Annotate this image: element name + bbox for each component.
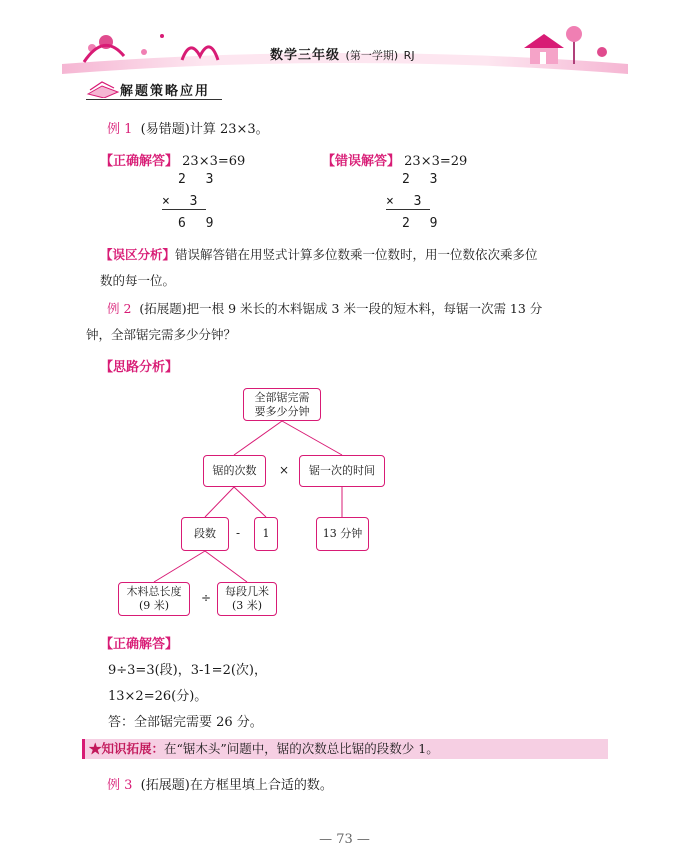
divide-symbol: ÷ [201, 591, 212, 605]
example2-question-1: 把一根 9 米长的木料锯成 3 米一段的短木料，每锯一次需 13 分 [186, 301, 543, 316]
wrong-row-1: 2 3 [402, 172, 444, 187]
knowledge-tip [82, 739, 608, 759]
times-symbol: × [279, 463, 290, 477]
section-tag: 解题策略应用 [120, 84, 211, 99]
answer-step-1: 9÷3=3(段)，3-1=2(次)， [108, 663, 267, 678]
node-each-length [217, 582, 277, 616]
wrong-row-2: × 3 [386, 194, 430, 210]
example1-tag: (易错题) [140, 122, 190, 137]
example3-tag: (拓展题) [140, 778, 190, 793]
node-total-length-text: 木料总长度 [126, 585, 182, 598]
edition-label: RJ [403, 49, 415, 62]
node-total-length-value: (9 米) [138, 599, 170, 612]
example3-question: 在方框里填上合适的数。 [189, 778, 333, 793]
node-one-text: 1 [262, 527, 270, 540]
correct-equation: 23×3=69 [182, 154, 246, 169]
wrong-label: 【错误解答】 [322, 154, 401, 169]
example2-paragraph [86, 296, 612, 348]
node-total-time-text: 全部锯完需要多少分钟 [254, 390, 310, 418]
example1-question: 计算 23×3。 [189, 122, 269, 137]
example3-label: 例 3 [107, 778, 133, 793]
tip-text: 在“锯木头”问题中，锯的次数总比锯的段数少 1。 [164, 741, 439, 756]
example1-label: 例 1 [107, 122, 133, 137]
node-cut-count-text: 锯的次数 [212, 464, 257, 477]
node-thirteen-minutes [316, 517, 369, 551]
page-number: — 73 — [319, 832, 370, 847]
tip-lead: ★知识拓展： [89, 741, 165, 756]
correct-row-3: 6 9 [178, 216, 220, 231]
analysis-paragraph [100, 242, 620, 294]
wrong-equation: 23×3=29 [404, 154, 468, 169]
node-each-length-text: 每段几米 [225, 585, 269, 598]
correct-answer-line [100, 150, 245, 169]
correct-row-2: × 3 [162, 194, 206, 210]
thinking-label: 【思路分析】 [100, 360, 179, 375]
example3-line [107, 774, 333, 793]
node-total-time [243, 388, 321, 421]
example2-question-2: 钟，全部锯完需多少分钟？ [86, 327, 237, 342]
correct-row-1: 2 3 [178, 172, 220, 187]
node-segment-count-text: 段数 [194, 527, 216, 540]
book-icon [86, 78, 120, 98]
minus-symbol: - [236, 526, 241, 540]
node-time-per-cut-text: 锯一次的时间 [309, 464, 375, 477]
node-one [254, 517, 278, 551]
node-cut-count [203, 455, 266, 487]
node-each-length-value: (3 米) [231, 599, 263, 612]
answer-label: 【正确解答】 [100, 637, 179, 652]
node-total-length [118, 582, 190, 616]
answer-step-2: 13×2=26(分)。 [108, 689, 208, 704]
node-thirteen-text: 13 分钟 [322, 527, 363, 540]
example1-line [107, 118, 269, 137]
header-title [270, 44, 415, 63]
analysis-line-1: 错误解答错在用竖式计算多位数乘一位数时，用一位数依次乘多位 [175, 247, 538, 262]
house-decoration-icon [524, 26, 607, 64]
example2-label: 例 2 [107, 301, 132, 316]
final-answer: 答：全部锯完需要 26 分。 [108, 715, 263, 730]
wrong-answer-line [322, 150, 467, 169]
node-time-per-cut [299, 455, 385, 487]
node-segment-count [181, 517, 229, 551]
book-title: 数学三年级 [270, 48, 341, 63]
example2-tag: (拓展题) [139, 301, 187, 316]
analysis-line-2: 数的每一位。 [100, 273, 176, 288]
term-label: (第一学期) [345, 49, 399, 62]
correct-label: 【正确解答】 [100, 154, 179, 169]
section-underline [86, 99, 222, 100]
analysis-label: 【误区分析】 [100, 247, 176, 262]
wrong-row-3: 2 9 [402, 216, 444, 231]
